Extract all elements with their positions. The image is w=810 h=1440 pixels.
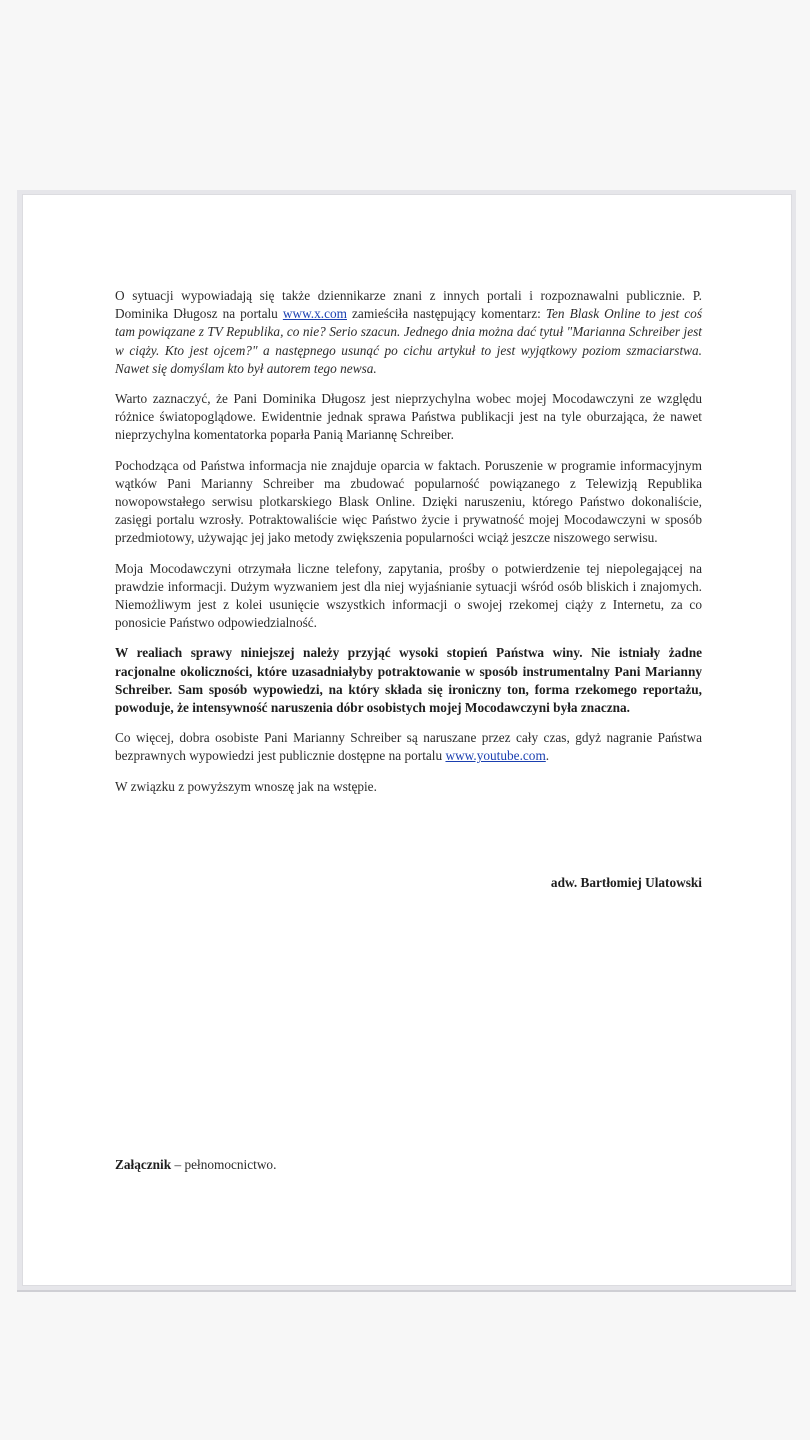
paragraph-2: Warto zaznaczyć, że Pani Dominika Długosz jest nieprzychylna wobec mojej Mocodawczyni ze względu różnice światopoglądowe. Ewidentnie jednak sprawa Państwa publikacji jest na tyle oburzająca, że nawet nieprzychylna komentatorka poparła Panią Mariannę Schreiber. [115,391,702,443]
paragraph-4: Moja Mocodawczyni otrzymała liczne telefony, zapytania, prośby o potwierdzenie tej niepolegającej na prawdzie informacji. Dużym wyzwaniem jest dla niej wyjaśnianie sytuacji wśród osób bliskich i znajomych. Niemożliwym jest z kolei usunięcie wszystkich informacji o swojej rzekomej ciąży z Internetu, za co ponosicie Państwo odpowiedzialność. [115,560,702,631]
paragraph-1: O sytuacji wypowiadają się także dziennikarze znani z innych portali i rozpoznawalni publicznie. P. Dominika Długosz na portalu www.x.com zamieściła następujący komentarz: Ten Blask Online to jest coś tam powiązane z TV Republika, co nie? Serio szacun. Jednego dnia można dać tytuł "Marianna Schreiber jest w ciąży. Kto jest ojcem?" a następnego usunąć po cichu artykuł to jest wyjątkowy poziom szmaciarstwa. Nawet się domyślam kto był autorem tego newsa. [115,288,702,376]
paragraph-7: W związku z powyższym wnoszę jak na wstępie. [115,778,377,794]
document-page [22,194,792,1286]
attachment-text: – pełnomocnictwo. [171,1157,277,1172]
page-bottom-divider [17,1290,796,1292]
paragraph-5-bold: W realiach sprawy niniejszej należy przyjąć wysoki stopień Państwa winy. Nie istniały żadne racjonalne okoliczności, które uzasadniałyby potraktowanie w sposób instrumentalny Pani Marianny Schreiber. Sam sposób wypowiedzi, na który składa się ironiczny ton, forma rzekomego reportażu, powoduje, że intensywność naruszenia dóbr osobistych mojej Mocodawczyni była znaczna. [115,645,702,716]
quoted-comment: Ten Blask Online to jest coś tam powiązane z TV Republika, co nie? Serio szacun. Jednego dnia można dać tytuł "Marianna Schreiber jest w ciąży. Kto jest ojcem?" a następnego usunąć po cichu artykuł to jest wyjątkowy poziom szmaciarstwa. Nawet się domyślam kto był autorem tego newsa. [115,306,702,376]
document-body [115,287,702,808]
youtube-link[interactable]: www.youtube.com [445,748,546,764]
x-com-link[interactable]: www.x.com [282,306,347,322]
attachment-note [115,1157,276,1173]
signature: adw. Bartłomiej Ulatowski [550,875,702,890]
paragraph-6: Co więcej, dobra osobiste Pani Marianny Schreiber są naruszane przez cały czas, gdyż nagranie Państwa bezprawnych wypowiedzi jest publicznie dostępne na portalu www.youtube.com. [115,730,702,764]
attachment-label: Załącznik [115,1157,172,1172]
paragraph-3: Pochodząca od Państwa informacja nie znajduje oparcia w faktach. Poruszenie w programie informacyjnym wątków Pani Marianny Schreiber ma zbudować popularność powiązanego z Telewizją Republika nowopowstałego serwisu plotkarskiego Blask Online. Dzięki naruszeniu, którego Państwo dokonaliście, zasięgi portalu wzrosły. Potraktowaliście więc Państwo życie i prywatność mojej Mocodawczyni w sposób przedmiotowy, używając jej jako metody zwiększenia popularności wciąż jeszcze niszowego serwisu. [115,457,702,546]
